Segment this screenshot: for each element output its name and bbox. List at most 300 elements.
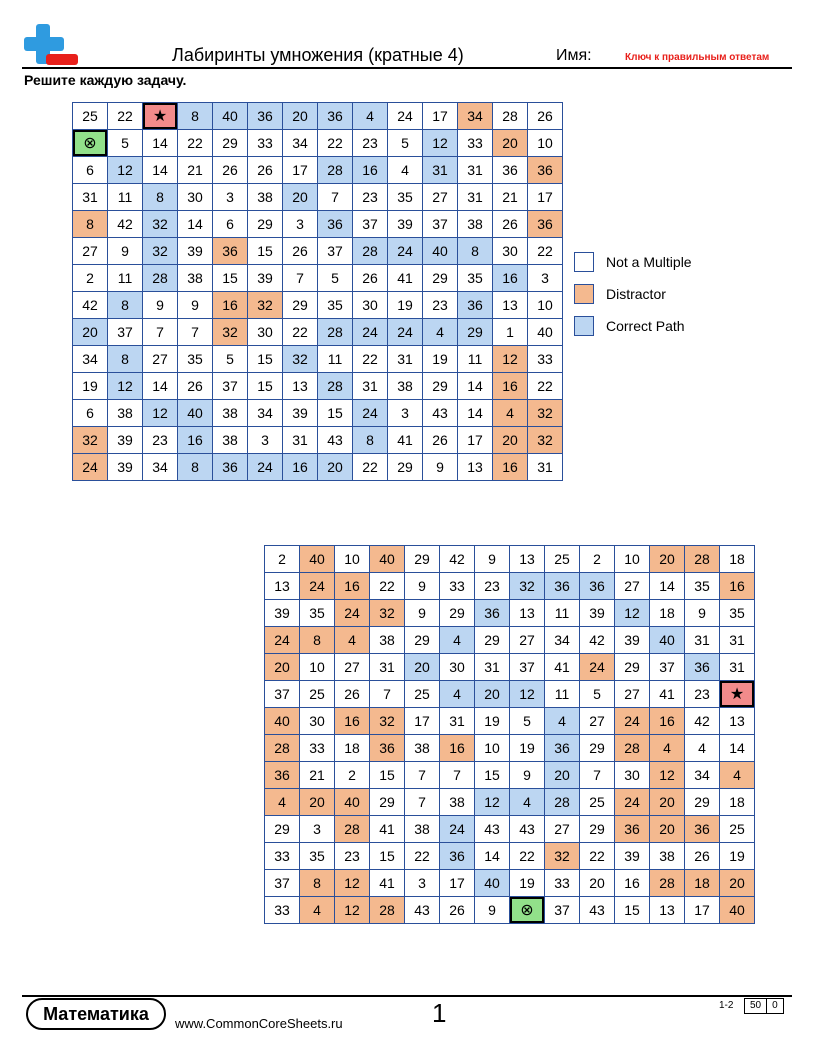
score-box — [744, 998, 784, 1014]
maze-cell: 22 — [580, 843, 615, 870]
maze-cell: 8 — [300, 870, 335, 897]
maze-cell: 32 — [545, 843, 580, 870]
maze-cell: 15 — [213, 265, 248, 292]
maze-cell: 18 — [720, 789, 755, 816]
maze-cell: 29 — [685, 789, 720, 816]
maze-grid-2 — [264, 545, 755, 924]
maze-cell: 32 — [248, 292, 283, 319]
maze-cell: 36 — [265, 762, 300, 789]
maze-cell: 20 — [493, 130, 528, 157]
maze-cell: 4 — [423, 319, 458, 346]
maze-cell: 12 — [650, 762, 685, 789]
maze-cell: 15 — [318, 400, 353, 427]
maze-cell: 39 — [283, 400, 318, 427]
maze-cell: 32 — [370, 600, 405, 627]
maze-cell: 25 — [580, 789, 615, 816]
maze-cell: 13 — [493, 292, 528, 319]
maze-cell: 36 — [685, 816, 720, 843]
maze-cell: 29 — [458, 319, 493, 346]
maze-cell: 27 — [510, 627, 545, 654]
maze-cell: 18 — [685, 870, 720, 897]
maze-cell: 40 — [650, 627, 685, 654]
maze-cell: 22 — [510, 843, 545, 870]
maze-cell: 28 — [615, 735, 650, 762]
maze-cell: 24 — [335, 600, 370, 627]
maze-cell: 7 — [178, 319, 213, 346]
maze-cell: 38 — [108, 400, 143, 427]
maze-cell: 36 — [685, 654, 720, 681]
maze-cell: 8 — [353, 427, 388, 454]
maze-cell: 3 — [283, 211, 318, 238]
maze-cell: 36 — [580, 573, 615, 600]
maze-cell: 41 — [650, 681, 685, 708]
maze-cell: 36 — [458, 292, 493, 319]
maze-cell: 25 — [720, 816, 755, 843]
maze-cell: 7 — [283, 265, 318, 292]
maze-cell: 29 — [423, 373, 458, 400]
maze-cell: 36 — [545, 735, 580, 762]
maze-cell: 26 — [353, 265, 388, 292]
legend — [574, 246, 692, 342]
maze-cell: 7 — [405, 789, 440, 816]
maze-cell: 30 — [300, 708, 335, 735]
maze-cell: 10 — [475, 735, 510, 762]
maze-cell: 4 — [335, 627, 370, 654]
maze-cell: 33 — [545, 870, 580, 897]
maze-cell: 27 — [423, 184, 458, 211]
page-title: Лабиринты умножения (кратные 4) — [172, 45, 464, 65]
maze-cell: 38 — [248, 184, 283, 211]
maze-cell: 29 — [475, 627, 510, 654]
maze-cell: 4 — [440, 627, 475, 654]
maze-cell: 38 — [440, 789, 475, 816]
maze-cell: 17 — [440, 870, 475, 897]
maze-cell: 40 — [178, 400, 213, 427]
maze-cell: 43 — [510, 816, 545, 843]
maze-cell: 27 — [580, 708, 615, 735]
maze-cell: 34 — [248, 400, 283, 427]
maze-cell: 42 — [580, 627, 615, 654]
maze-cell: 33 — [458, 130, 493, 157]
maze-cell: 35 — [178, 346, 213, 373]
maze-cell: 36 — [528, 211, 563, 238]
maze-cell: 39 — [265, 600, 300, 627]
maze-cell: 28 — [265, 735, 300, 762]
maze-cell: 13 — [510, 546, 545, 573]
maze-cell: 26 — [248, 157, 283, 184]
maze-cell: 29 — [370, 789, 405, 816]
maze-cell: 24 — [388, 319, 423, 346]
answer-key-label: Ключ к правильным ответам — [625, 52, 770, 63]
maze-cell: 17 — [283, 157, 318, 184]
maze-cell: 29 — [405, 627, 440, 654]
maze-cell: 28 — [650, 870, 685, 897]
maze-cell: 24 — [73, 454, 108, 481]
maze-cell: 29 — [580, 735, 615, 762]
maze-cell: 37 — [265, 870, 300, 897]
maze-cell: 37 — [545, 897, 580, 924]
maze-cell: 7 — [440, 762, 475, 789]
maze-cell: 20 — [318, 454, 353, 481]
maze-cell: 31 — [720, 654, 755, 681]
maze-cell: 28 — [318, 373, 353, 400]
maze-cell: 21 — [493, 184, 528, 211]
score-start: 0 — [766, 999, 783, 1013]
maze-cell: 5 — [580, 681, 615, 708]
maze-cell: 35 — [685, 573, 720, 600]
maze-cell: 17 — [685, 897, 720, 924]
maze-cell: 29 — [440, 600, 475, 627]
maze-end-target-icon: ⊗ — [73, 130, 108, 157]
maze-cell: 14 — [650, 573, 685, 600]
maze-cell: 29 — [580, 816, 615, 843]
maze-cell: 42 — [108, 211, 143, 238]
maze-cell: 19 — [510, 870, 545, 897]
maze-cell: 24 — [615, 789, 650, 816]
maze-cell: 29 — [248, 211, 283, 238]
maze-cell: 22 — [353, 454, 388, 481]
maze-cell: 28 — [318, 319, 353, 346]
maze-cell: 24 — [248, 454, 283, 481]
maze-cell: 33 — [248, 130, 283, 157]
maze-cell: 9 — [475, 546, 510, 573]
maze-cell: 13 — [283, 373, 318, 400]
maze-cell: 4 — [510, 789, 545, 816]
maze-cell: 31 — [423, 157, 458, 184]
maze-cell: 25 — [405, 681, 440, 708]
maze-cell: 14 — [458, 400, 493, 427]
maze-cell: 30 — [353, 292, 388, 319]
brand-logo: Математика — [26, 998, 166, 1030]
maze-cell: 36 — [213, 238, 248, 265]
maze-cell: 8 — [458, 238, 493, 265]
maze-cell: 10 — [528, 292, 563, 319]
maze-cell: 22 — [528, 373, 563, 400]
maze-cell: 14 — [143, 130, 178, 157]
maze-cell: 26 — [283, 238, 318, 265]
maze-cell: 31 — [458, 184, 493, 211]
maze-cell: 37 — [265, 681, 300, 708]
maze-cell: 8 — [178, 103, 213, 130]
maze-cell: 40 — [213, 103, 248, 130]
plus-minus-logo-icon — [22, 22, 80, 68]
site-url: www.CommonCoreSheets.ru — [175, 1016, 343, 1031]
maze-cell: 34 — [545, 627, 580, 654]
maze-cell: 34 — [685, 762, 720, 789]
maze-cell: 29 — [265, 816, 300, 843]
maze-cell: 20 — [720, 870, 755, 897]
maze-cell: 33 — [300, 735, 335, 762]
maze-cell: 12 — [423, 130, 458, 157]
maze-cell: 36 — [615, 816, 650, 843]
maze-cell: 16 — [213, 292, 248, 319]
maze-cell: 40 — [300, 546, 335, 573]
maze-end-target-icon: ⊗ — [510, 897, 545, 924]
maze-cell: 29 — [213, 130, 248, 157]
maze-cell: 15 — [248, 373, 283, 400]
maze-cell: 3 — [300, 816, 335, 843]
maze-cell: 13 — [265, 573, 300, 600]
maze-cell: 31 — [370, 654, 405, 681]
maze-cell: 40 — [265, 708, 300, 735]
maze-cell: 22 — [370, 573, 405, 600]
maze-cell: 43 — [318, 427, 353, 454]
maze-cell: 9 — [475, 897, 510, 924]
maze-cell: 12 — [335, 870, 370, 897]
maze-cell: 22 — [283, 319, 318, 346]
maze-cell: 9 — [423, 454, 458, 481]
legend-swatch — [574, 284, 594, 304]
maze-cell: 27 — [615, 681, 650, 708]
footer-divider — [22, 995, 792, 997]
maze-cell: 36 — [248, 103, 283, 130]
maze-cell: 30 — [178, 184, 213, 211]
maze-cell: 26 — [685, 843, 720, 870]
maze-cell: 25 — [73, 103, 108, 130]
maze-cell: 11 — [458, 346, 493, 373]
maze-cell: 25 — [300, 681, 335, 708]
maze-cell: 31 — [458, 157, 493, 184]
maze-cell: 39 — [178, 238, 213, 265]
maze-cell: 4 — [720, 762, 755, 789]
maze-cell: 29 — [615, 654, 650, 681]
maze-cell: 36 — [370, 735, 405, 762]
maze-cell: 31 — [475, 654, 510, 681]
maze-cell: 28 — [353, 238, 388, 265]
maze-cell: 36 — [528, 157, 563, 184]
maze-cell: 33 — [528, 346, 563, 373]
maze-cell: 27 — [143, 346, 178, 373]
maze-cell: 37 — [353, 211, 388, 238]
legend-label: Distractor — [606, 286, 666, 302]
maze-cell: 16 — [353, 157, 388, 184]
maze-cell: 37 — [318, 238, 353, 265]
maze-cell: 31 — [528, 454, 563, 481]
maze-cell: 6 — [73, 400, 108, 427]
maze-cell: 37 — [213, 373, 248, 400]
maze-cell: 19 — [423, 346, 458, 373]
maze-cell: 13 — [510, 600, 545, 627]
maze-cell: 6 — [73, 157, 108, 184]
maze-cell: 32 — [283, 346, 318, 373]
maze-cell: 1 — [493, 319, 528, 346]
maze-cell: 4 — [493, 400, 528, 427]
maze-cell: 38 — [178, 265, 213, 292]
maze-cell: 35 — [458, 265, 493, 292]
maze-cell: 40 — [720, 897, 755, 924]
page-number: 1 — [432, 998, 447, 1028]
maze-cell: 4 — [388, 157, 423, 184]
maze-cell: 37 — [510, 654, 545, 681]
maze-cell: 33 — [265, 843, 300, 870]
maze-cell: 18 — [650, 600, 685, 627]
maze-cell: 38 — [370, 627, 405, 654]
maze-cell: 16 — [335, 708, 370, 735]
maze-cell: 31 — [353, 373, 388, 400]
maze-cell: 37 — [650, 654, 685, 681]
maze-cell: 41 — [370, 816, 405, 843]
maze-cell: 27 — [545, 816, 580, 843]
maze-cell: 43 — [405, 897, 440, 924]
maze-cell: 21 — [300, 762, 335, 789]
maze-cell: 33 — [440, 573, 475, 600]
maze-cell: 29 — [423, 265, 458, 292]
maze-cell: 31 — [685, 627, 720, 654]
maze-cell: 16 — [283, 454, 318, 481]
legend-swatch — [574, 316, 594, 336]
maze-cell: 36 — [318, 103, 353, 130]
maze-cell: 8 — [108, 346, 143, 373]
maze-cell: 39 — [388, 211, 423, 238]
maze-cell: 9 — [143, 292, 178, 319]
maze-cell: 28 — [685, 546, 720, 573]
maze-cell: 22 — [318, 130, 353, 157]
instructions: Решите каждую задачу. — [24, 72, 187, 88]
maze-cell: 31 — [720, 627, 755, 654]
maze-cell: 8 — [73, 211, 108, 238]
maze-cell: 22 — [353, 346, 388, 373]
maze-cell: 38 — [388, 373, 423, 400]
maze-cell: 21 — [178, 157, 213, 184]
maze-cell: 29 — [283, 292, 318, 319]
maze-cell: 24 — [353, 319, 388, 346]
maze-cell: 40 — [475, 870, 510, 897]
maze-cell: 20 — [73, 319, 108, 346]
name-label: Имя: — [556, 47, 592, 64]
maze-cell: 20 — [283, 103, 318, 130]
maze-cell: 10 — [615, 546, 650, 573]
maze-cell: 20 — [650, 546, 685, 573]
maze-cell: 9 — [510, 762, 545, 789]
maze-cell: 27 — [73, 238, 108, 265]
maze-cell: 32 — [370, 708, 405, 735]
maze-cell: 29 — [388, 454, 423, 481]
maze-cell: 9 — [178, 292, 213, 319]
maze-cell: 19 — [475, 708, 510, 735]
maze-cell: 38 — [458, 211, 493, 238]
legend-item-correct-path — [574, 310, 692, 342]
maze-cell: 40 — [423, 238, 458, 265]
maze-cell: 4 — [353, 103, 388, 130]
maze-cell: 13 — [458, 454, 493, 481]
maze-cell: 19 — [720, 843, 755, 870]
maze-cell: 42 — [440, 546, 475, 573]
maze-cell: 10 — [300, 654, 335, 681]
maze-cell: 11 — [108, 265, 143, 292]
legend-item-distractor — [574, 278, 692, 310]
maze-cell: 39 — [108, 454, 143, 481]
maze-cell: 16 — [493, 265, 528, 292]
maze-cell: 7 — [143, 319, 178, 346]
maze-cell: 14 — [720, 735, 755, 762]
maze-cell: 43 — [580, 897, 615, 924]
maze-cell: 23 — [353, 130, 388, 157]
maze-cell: 11 — [545, 600, 580, 627]
maze-cell: 25 — [545, 546, 580, 573]
maze-cell: 41 — [388, 265, 423, 292]
maze-cell: 8 — [178, 454, 213, 481]
maze-cell: 42 — [685, 708, 720, 735]
maze-cell: 26 — [335, 681, 370, 708]
maze-cell: 15 — [475, 762, 510, 789]
maze-cell: 36 — [440, 843, 475, 870]
maze-cell: 16 — [440, 735, 475, 762]
score-total: 50 — [750, 1000, 762, 1011]
maze-cell: 16 — [493, 454, 528, 481]
maze-cell: 7 — [370, 681, 405, 708]
maze-cell: 37 — [108, 319, 143, 346]
maze-cell: 3 — [388, 400, 423, 427]
legend-label: Correct Path — [606, 318, 685, 334]
maze-cell: 8 — [108, 292, 143, 319]
maze-cell: 37 — [423, 211, 458, 238]
maze-cell: 15 — [370, 762, 405, 789]
maze-cell: 15 — [615, 897, 650, 924]
maze-cell: 2 — [73, 265, 108, 292]
maze-cell: 32 — [73, 427, 108, 454]
maze-cell: 31 — [283, 427, 318, 454]
maze-cell: 7 — [580, 762, 615, 789]
maze-cell: 12 — [493, 346, 528, 373]
maze-cell: 27 — [615, 573, 650, 600]
maze-cell: 9 — [685, 600, 720, 627]
maze-cell: 12 — [615, 600, 650, 627]
maze-cell: 24 — [300, 573, 335, 600]
maze-cell: 22 — [528, 238, 563, 265]
maze-cell: 31 — [440, 708, 475, 735]
maze-cell: 16 — [493, 373, 528, 400]
maze-cell: 34 — [143, 454, 178, 481]
maze-cell: 12 — [475, 789, 510, 816]
maze-cell: 14 — [475, 843, 510, 870]
maze-cell: 24 — [580, 654, 615, 681]
maze-cell: 31 — [73, 184, 108, 211]
maze-cell: 24 — [615, 708, 650, 735]
maze-cell: 20 — [265, 654, 300, 681]
maze-cell: 10 — [528, 130, 563, 157]
maze-cell: 4 — [650, 735, 685, 762]
maze-cell: 36 — [545, 573, 580, 600]
maze-cell: 32 — [143, 238, 178, 265]
maze-cell: 20 — [300, 789, 335, 816]
maze-cell: 28 — [370, 897, 405, 924]
maze-cell: 22 — [108, 103, 143, 130]
maze-cell: 16 — [178, 427, 213, 454]
maze-cell: 16 — [720, 573, 755, 600]
maze-cell: 35 — [388, 184, 423, 211]
maze-cell: 12 — [335, 897, 370, 924]
maze-cell: 36 — [318, 211, 353, 238]
maze-cell: 26 — [528, 103, 563, 130]
maze-cell: 3 — [213, 184, 248, 211]
maze-cell: 41 — [388, 427, 423, 454]
maze-cell: 14 — [178, 211, 213, 238]
maze-cell: 7 — [318, 184, 353, 211]
header-divider — [22, 67, 792, 69]
maze-cell: 41 — [545, 654, 580, 681]
maze-cell: 18 — [720, 546, 755, 573]
maze-cell: 4 — [440, 681, 475, 708]
maze-cell: 26 — [178, 373, 213, 400]
maze-cell: 36 — [493, 157, 528, 184]
maze-cell: 14 — [143, 373, 178, 400]
maze-cell: 43 — [475, 816, 510, 843]
maze-cell: 36 — [213, 454, 248, 481]
maze-cell: 4 — [545, 708, 580, 735]
maze-grid-1 — [72, 102, 563, 481]
maze-cell: 36 — [475, 600, 510, 627]
maze-cell: 34 — [283, 130, 318, 157]
